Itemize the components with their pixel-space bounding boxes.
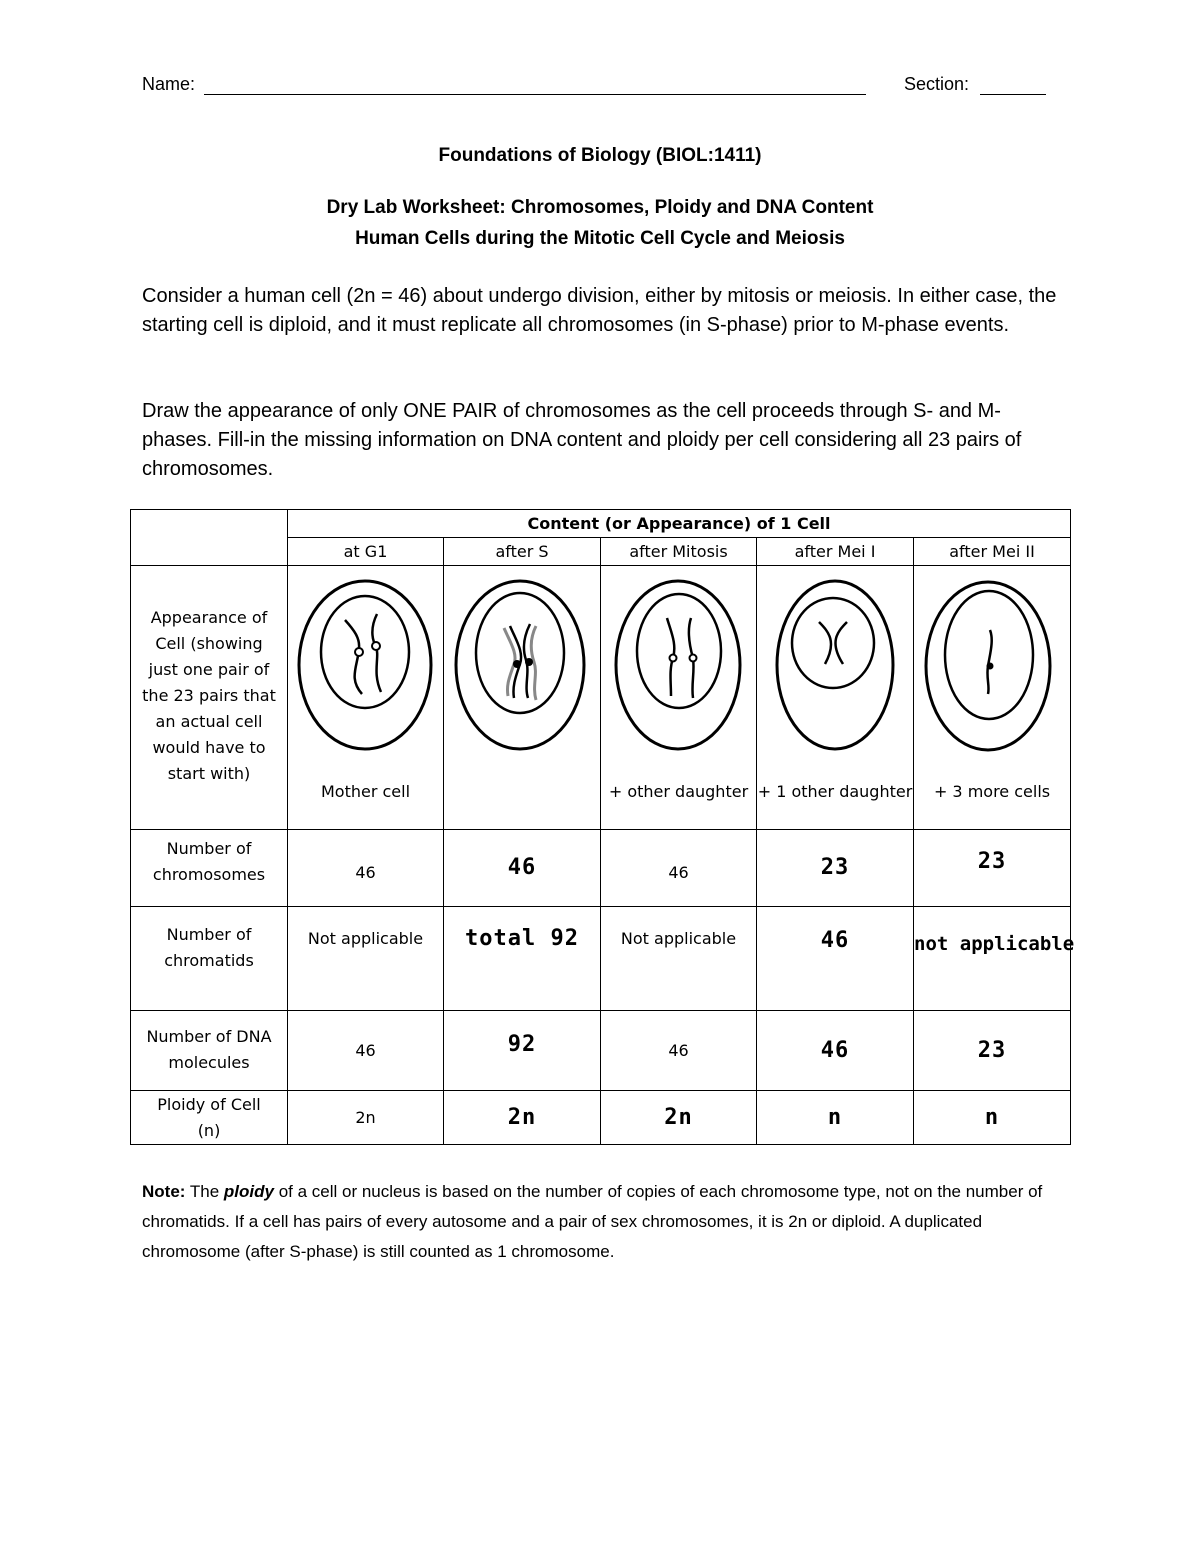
cell-drawing-after-mei1[interactable]	[757, 566, 914, 830]
section-blank[interactable]	[980, 94, 1046, 95]
value-cell: Not applicable	[601, 907, 757, 1011]
corner-cell	[131, 510, 288, 566]
answer-cell[interactable]: 23	[914, 1011, 1071, 1091]
after-s-cell-illustration	[444, 568, 601, 778]
value-cell: 2n	[288, 1091, 444, 1145]
section-label: Section:	[904, 74, 970, 94]
value-cell: 46	[288, 1011, 444, 1091]
name-blank[interactable]	[204, 94, 866, 95]
name-label: Name:	[142, 74, 196, 94]
caption-after-mei1: + 1 other daughter	[757, 782, 913, 801]
note-lead: Note:	[142, 1182, 186, 1201]
appearance-label: Appearance of Cell (showing just one pair of the 23 pairs that an actual cell would have to start with)	[131, 566, 288, 830]
row-label-chromosomes: Number of chromosomes	[131, 830, 288, 907]
caption-after-mitosis: + other daughter	[608, 782, 749, 801]
answer-cell[interactable]: 23	[757, 830, 914, 907]
column-header: at G1	[288, 538, 444, 566]
value-cell: 46	[601, 1011, 757, 1091]
value-cell: 46	[601, 830, 757, 907]
cell-drawing-after-mitosis[interactable]	[601, 566, 757, 830]
answer-cell[interactable]: 46	[757, 1011, 914, 1091]
cell-drawing-after-s[interactable]	[444, 566, 601, 830]
note-term: ploidy	[223, 1182, 274, 1201]
answer-cell[interactable]: 46	[444, 830, 601, 907]
column-header: after S	[444, 538, 601, 566]
value-cell: Not applicable	[288, 907, 444, 1011]
answer-cell[interactable]: 23	[914, 830, 1071, 907]
note-pre: The	[189, 1182, 220, 1201]
group-header: Content (or Appearance) of 1 Cell	[288, 510, 1071, 538]
after-mei2-cell-illustration	[914, 568, 1071, 778]
after-mitosis-cell-illustration	[601, 568, 757, 778]
column-header: after Mei I	[757, 538, 914, 566]
answer-cell[interactable]: n	[914, 1091, 1071, 1145]
header-line	[142, 74, 1046, 100]
worksheet-title: Dry Lab Worksheet: Chromosomes, Ploidy and DNA Content	[326, 197, 874, 218]
row-label-dna: Number of DNA molecules	[131, 1011, 288, 1091]
answer-cell[interactable]: 2n	[601, 1091, 757, 1145]
answer-cell[interactable]: 2n	[444, 1091, 601, 1145]
note-paragraph	[142, 1177, 1072, 1267]
caption-g1: Mother cell	[320, 782, 411, 801]
course-title: Foundations of Biology (BIOL:1411)	[438, 145, 762, 166]
answer-cell[interactable]: n	[757, 1091, 914, 1145]
answer-cell[interactable]: 46	[757, 907, 914, 1011]
value-cell: 46	[288, 830, 444, 907]
g1-cell-illustration	[288, 568, 444, 778]
answer-cell[interactable]: total 92	[444, 907, 601, 1011]
worksheet-subtitle: Human Cells during the Mitotic Cell Cycle and Meiosis	[355, 228, 845, 249]
answer-cell[interactable]: 92	[444, 1011, 601, 1091]
intro-paragraph-1: Consider a human cell (2n = 46) about undergo division, either by mitosis or meiosis. In either case, the starting cell is diploid, and it must replicate all chromosomes (in S-phase) prior to M-phase events.	[142, 285, 1057, 336]
column-header: after Mitosis	[601, 538, 757, 566]
row-label-ploidy: Ploidy of Cell (n)	[131, 1091, 288, 1145]
content-table	[130, 509, 1075, 1145]
column-header: after Mei II	[914, 538, 1071, 566]
after-mei1-cell-illustration	[757, 568, 914, 778]
caption-after-mei2: + 3 more cells	[933, 782, 1051, 801]
cell-drawing-g1[interactable]	[288, 566, 444, 830]
note-text: of a cell or nucleus is based on the number of copies of each chromosome type, not on the number of chromatids. If a cell has pairs of every autosome and a pair of sex chromosomes, it is 2n or diploid. A duplicated chromosome (after S-phase) is still counted as 1 chromosome.	[142, 1182, 1043, 1261]
cell-drawing-after-mei2[interactable]	[914, 566, 1071, 830]
answer-cell[interactable]: not applicable	[914, 907, 1071, 1011]
intro-paragraph-2: Draw the appearance of only ONE PAIR of chromosomes as the cell proceeds through S- and M-phases. Fill-in the missing information on DNA content and ploidy per cell considering all 23 pairs of chromosomes.	[142, 400, 1022, 480]
row-label-chromatids: Number of chromatids	[131, 907, 288, 1011]
